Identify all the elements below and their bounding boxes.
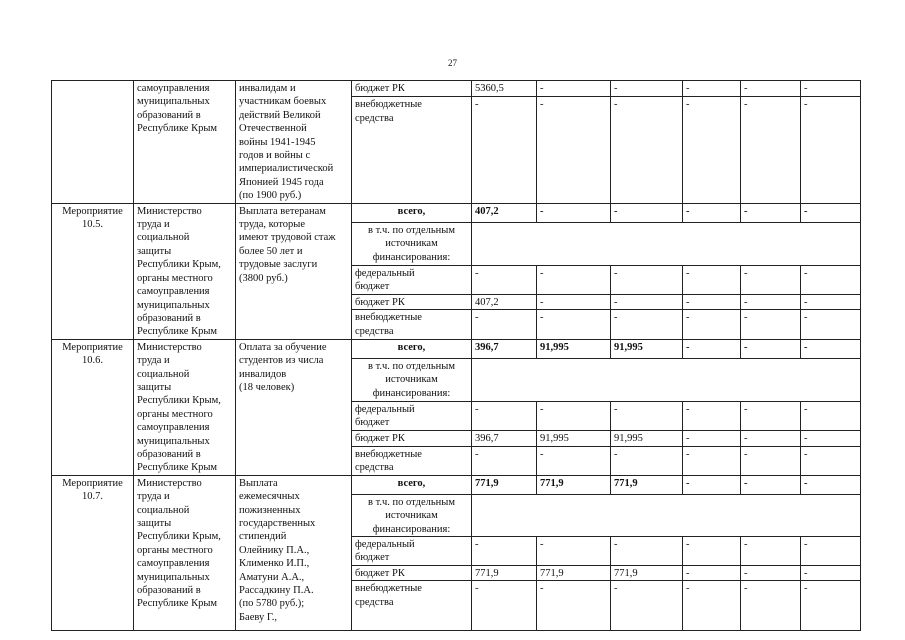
value-cell: - bbox=[537, 401, 611, 430]
value-cell: - bbox=[537, 446, 611, 475]
value-cell: - bbox=[683, 401, 741, 430]
source-cell: внебюджетные средства bbox=[352, 97, 472, 203]
value-cell: - bbox=[801, 430, 861, 446]
subtotal-label-cell: в т.ч. по отдельным источникам финансирования: bbox=[352, 494, 472, 536]
executor-cell: Министерство труда и социальной защиты Республики Крым, органы местного самоуправления муниципальных образований в Республике Крым bbox=[134, 475, 236, 630]
value-cell: - bbox=[683, 581, 741, 631]
table-row bbox=[52, 81, 861, 97]
value-cell: - bbox=[741, 310, 801, 339]
table-row bbox=[52, 203, 861, 222]
value-cell: - bbox=[683, 294, 741, 310]
executor-cell: Министерство труда и социальной защиты Республики Крым, органы местного самоуправления муниципальных образований в Республике Крым bbox=[134, 203, 236, 339]
value-cell: - bbox=[741, 294, 801, 310]
value-cell: - bbox=[801, 81, 861, 97]
source-cell: федеральный бюджет bbox=[352, 401, 472, 430]
value-cell: - bbox=[472, 310, 537, 339]
value-cell: - bbox=[611, 446, 683, 475]
value-cell: - bbox=[537, 581, 611, 631]
value-cell: - bbox=[611, 401, 683, 430]
value-cell: - bbox=[801, 203, 861, 222]
measure-id-cell: Мероприятие 10.7. bbox=[52, 475, 134, 630]
value-cell: - bbox=[801, 97, 861, 203]
description-cell: Выплата ежемесячных пожизненных государственных стипендий Олейнику П.А., Клименко И.П., Аматуни А.А., Рассадкину П.А. (по 5780 руб.); Баеву Г., bbox=[236, 475, 352, 630]
value-cell: - bbox=[537, 203, 611, 222]
value-cell: - bbox=[472, 537, 537, 566]
value-cell: - bbox=[741, 565, 801, 580]
value-cell: 396,7 bbox=[472, 430, 537, 446]
value-cell: - bbox=[801, 446, 861, 475]
value-cell: - bbox=[683, 97, 741, 203]
value-cell: 771,9 bbox=[537, 565, 611, 580]
value-cell: - bbox=[537, 310, 611, 339]
source-cell: бюджет РК bbox=[352, 81, 472, 97]
value-cell: - bbox=[683, 430, 741, 446]
empty-span-cell bbox=[472, 222, 861, 265]
value-cell: - bbox=[472, 581, 537, 631]
value-cell: - bbox=[741, 430, 801, 446]
value-cell: - bbox=[801, 565, 861, 580]
value-cell: - bbox=[801, 294, 861, 310]
value-cell: - bbox=[537, 294, 611, 310]
value-cell: - bbox=[611, 97, 683, 203]
value-cell: - bbox=[741, 97, 801, 203]
value-cell: - bbox=[741, 537, 801, 566]
value-cell: - bbox=[611, 265, 683, 294]
value-cell: - bbox=[741, 265, 801, 294]
description-cell: Выплата ветеранам труда, которые имеют трудовой стаж более 50 лет и трудовые заслуги (3800 руб.) bbox=[236, 203, 352, 339]
value-cell: - bbox=[801, 475, 861, 494]
value-cell: - bbox=[801, 339, 861, 358]
source-cell: внебюджетные средства bbox=[352, 581, 472, 631]
value-cell: - bbox=[611, 294, 683, 310]
value-cell: - bbox=[611, 81, 683, 97]
source-cell: федеральный бюджет bbox=[352, 537, 472, 566]
total-label-cell: всего, bbox=[352, 475, 472, 494]
executor-cell: Министерство труда и социальной защиты Республики Крым, органы местного самоуправления муниципальных образований в Республике Крым bbox=[134, 339, 236, 475]
value-cell: 91,995 bbox=[611, 339, 683, 358]
value-cell: - bbox=[801, 581, 861, 631]
source-cell: бюджет РК bbox=[352, 294, 472, 310]
value-cell: - bbox=[537, 97, 611, 203]
empty-span-cell bbox=[472, 494, 861, 536]
value-cell: 771,9 bbox=[611, 565, 683, 580]
value-cell: 771,9 bbox=[611, 475, 683, 494]
subtotal-label-cell: в т.ч. по отдельным источникам финансирования: bbox=[352, 358, 472, 401]
value-cell: - bbox=[741, 81, 801, 97]
value-cell: - bbox=[741, 401, 801, 430]
value-cell: 771,9 bbox=[537, 475, 611, 494]
value-cell: - bbox=[801, 401, 861, 430]
source-cell: федеральный бюджет bbox=[352, 265, 472, 294]
value-cell: - bbox=[741, 446, 801, 475]
page-number: 27 bbox=[448, 58, 457, 68]
value-cell: - bbox=[611, 537, 683, 566]
value-cell: - bbox=[801, 310, 861, 339]
value-cell: 5360,5 bbox=[472, 81, 537, 97]
measure-id-cell: Мероприятие 10.5. bbox=[52, 203, 134, 339]
value-cell: - bbox=[611, 310, 683, 339]
value-cell: - bbox=[683, 310, 741, 339]
value-cell: - bbox=[611, 203, 683, 222]
value-cell: 91,995 bbox=[537, 430, 611, 446]
value-cell: 407,2 bbox=[472, 294, 537, 310]
value-cell: - bbox=[537, 81, 611, 97]
source-cell: бюджет РК bbox=[352, 565, 472, 580]
value-cell: - bbox=[683, 565, 741, 580]
source-cell: бюджет РК bbox=[352, 430, 472, 446]
total-label-cell: всего, bbox=[352, 203, 472, 222]
value-cell: - bbox=[683, 475, 741, 494]
source-cell: внебюджетные средства bbox=[352, 310, 472, 339]
value-cell: - bbox=[683, 339, 741, 358]
table-row bbox=[52, 339, 861, 358]
value-cell: - bbox=[741, 203, 801, 222]
value-cell: 771,9 bbox=[472, 565, 537, 580]
source-cell: внебюджетные средства bbox=[352, 446, 472, 475]
value-cell: - bbox=[683, 203, 741, 222]
executor-cell: самоуправления муниципальных образований в Республике Крым bbox=[134, 81, 236, 204]
value-cell: - bbox=[801, 537, 861, 566]
value-cell: 407,2 bbox=[472, 203, 537, 222]
value-cell: - bbox=[472, 401, 537, 430]
value-cell: - bbox=[741, 581, 801, 631]
total-label-cell: всего, bbox=[352, 339, 472, 358]
financing-table bbox=[51, 80, 861, 631]
value-cell: 91,995 bbox=[537, 339, 611, 358]
value-cell: - bbox=[537, 537, 611, 566]
value-cell: - bbox=[683, 265, 741, 294]
empty-span-cell bbox=[472, 358, 861, 401]
value-cell: 771,9 bbox=[472, 475, 537, 494]
value-cell: - bbox=[472, 97, 537, 203]
value-cell: 396,7 bbox=[472, 339, 537, 358]
value-cell: - bbox=[472, 446, 537, 475]
value-cell: - bbox=[741, 475, 801, 494]
value-cell: - bbox=[683, 81, 741, 97]
description-cell: Оплата за обучение студентов из числа инвалидов (18 человек) bbox=[236, 339, 352, 475]
subtotal-label-cell: в т.ч. по отдельным источникам финансирования: bbox=[352, 222, 472, 265]
value-cell: - bbox=[683, 537, 741, 566]
description-cell: инвалидам и участникам боевых действий Великой Отечественной войны 1941-1945 годов и войны с империалистической Японией 1945 года (по 1900 руб.) bbox=[236, 81, 352, 204]
value-cell: - bbox=[801, 265, 861, 294]
value-cell: - bbox=[537, 265, 611, 294]
value-cell: - bbox=[472, 265, 537, 294]
value-cell: 91,995 bbox=[611, 430, 683, 446]
table-body bbox=[52, 81, 861, 631]
measure-id-cell: Мероприятие 10.6. bbox=[52, 339, 134, 475]
table-row bbox=[52, 475, 861, 494]
value-cell: - bbox=[683, 446, 741, 475]
measure-id-cell bbox=[52, 81, 134, 204]
value-cell: - bbox=[741, 339, 801, 358]
value-cell: - bbox=[611, 581, 683, 631]
